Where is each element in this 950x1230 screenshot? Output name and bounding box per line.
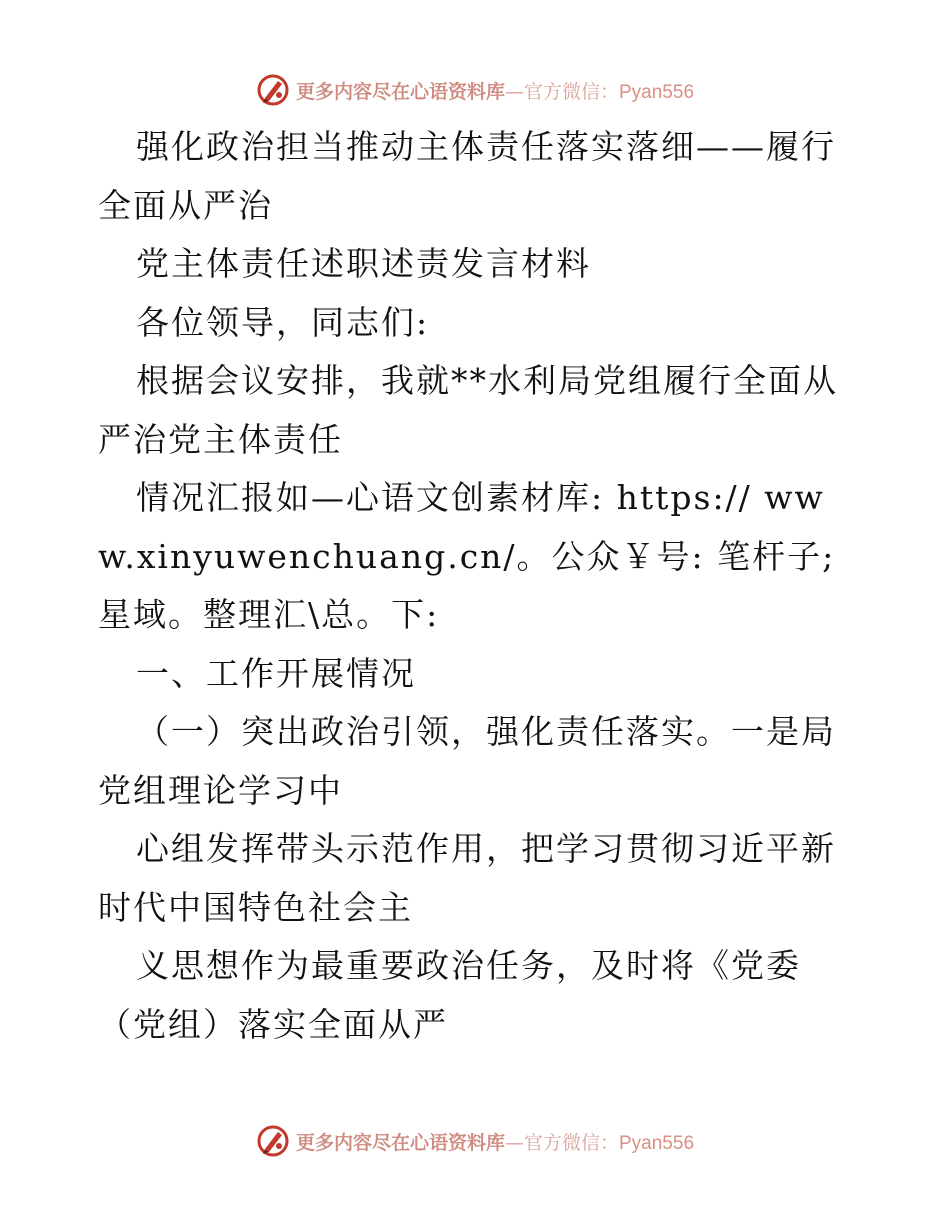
paragraph: （一）突出政治引领，强化责任落实。一是局党组理论学习中 (98, 712, 836, 810)
section-heading: 一、工作开展情况 (136, 653, 416, 693)
pen-logo-icon (256, 73, 290, 107)
watermark-id: Pyan556 (619, 1132, 695, 1154)
watermark-separator: — (504, 1131, 524, 1154)
paragraph: 根据会议安排，我就**水利局党组履行全面从严治党主体责任 (98, 361, 838, 459)
document-body (98, 118, 858, 1054)
watermark-id: Pyan556 (619, 81, 695, 103)
footer-watermark (0, 1121, 950, 1161)
paragraph: 义思想作为最重要政治任务，及时将《党委（党组）落实全面从严 (98, 946, 801, 1044)
watermark-contact: 官方微信： (523, 1131, 619, 1154)
paragraph: 心组发挥带头示范作用，把学习贯彻习近平新时代中国特色社会主 (98, 829, 836, 927)
header-watermark (0, 70, 950, 110)
watermark-separator: — (504, 80, 524, 103)
subtitle-line: 党主体责任述职述责发言材料 (136, 244, 591, 283)
watermark-contact: 官方微信： (523, 80, 619, 103)
pen-logo-icon (256, 1124, 290, 1158)
watermark-text (296, 1128, 694, 1155)
title-line: 强化政治担当推动主体责任落实落细——履行全面从严治 (98, 127, 836, 225)
paragraph: 情况汇报如—心语文创素材库: https:// www.xinyuwenchuang.cn/。公众￥号: 笔杆子;星域。整理汇\总。下: (98, 478, 836, 634)
salutation: 各位领导，同志们: (136, 302, 430, 342)
watermark-text (296, 77, 694, 104)
watermark-brand: 更多内容尽在心语资料库 (295, 80, 505, 103)
watermark-brand: 更多内容尽在心语资料库 (295, 1131, 505, 1154)
